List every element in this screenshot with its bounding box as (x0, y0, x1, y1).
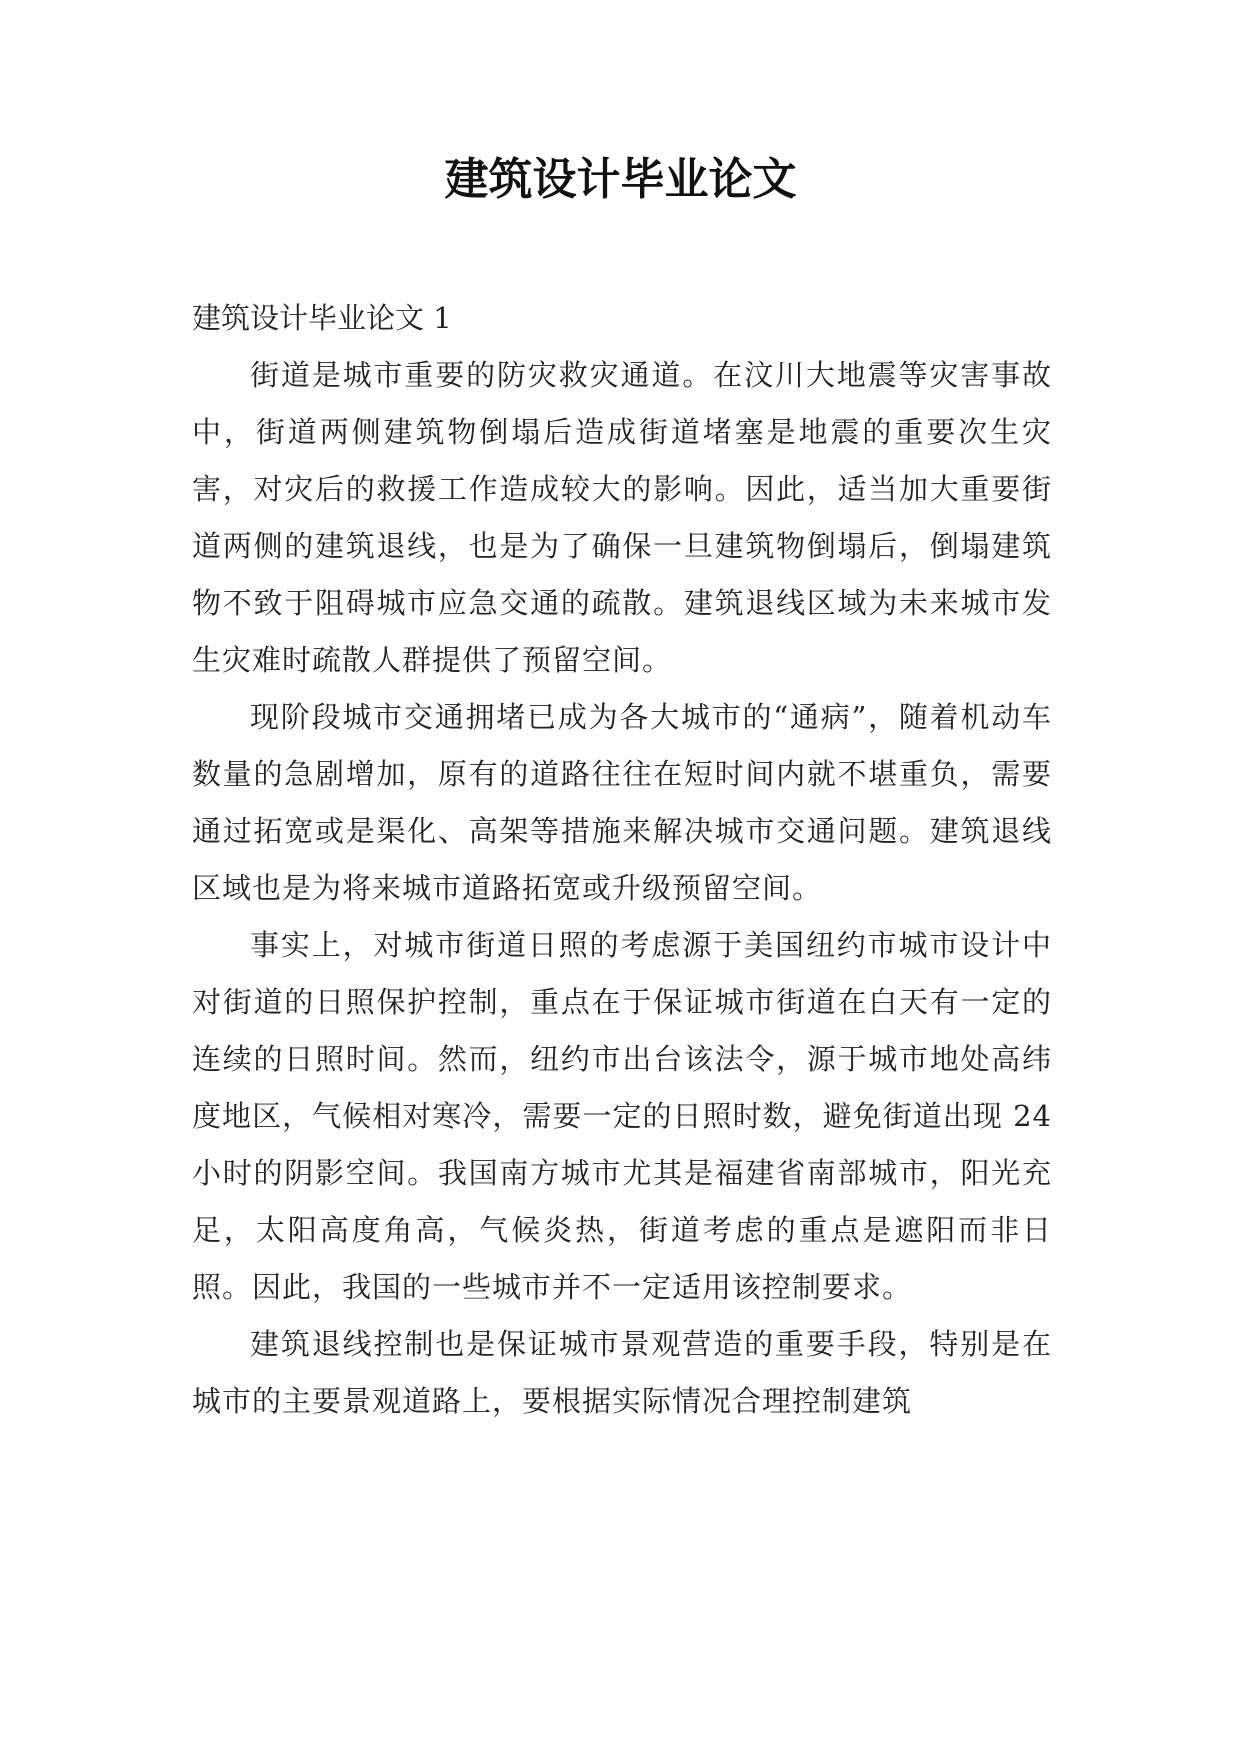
paragraph-3: 事实上，对城市街道日照的考虑源于美国纽约市城市设计中对街道的日照保护控制，重点在于保证城市街道在白天有一定的连续的日照时间。然而，纽约市出台该法令，源于城市地处高纬度地区，气候相对寒冷，需要一定的日照时数，避免街道出现 24 小时的阴影空间。我国南方城市尤其是福建省南部城市，阳光充足，太阳高度角高，气候炎热，街道考虑的重点是遮阳而非日照。因此，我国的一些城市并不一定适用该控制要求。 (192, 928, 1052, 1304)
paragraph-2: 现阶段城市交通拥堵已成为各大城市的“通病”，随着机动车数量的急剧增加，原有的道路往往在短时间内就不堪重负，需要通过拓宽或是渠化、高架等措施来解决城市交通问题。建筑退线区域也是为将来城市道路拓宽或升级预留空间。 (192, 700, 1052, 905)
paragraph-1: 街道是城市重要的防灾救灾通道。在汶川大地震等灾害事故中，街道两侧建筑物倒塌后造成街道堵塞是地震的重要次生灾害，对灾后的救援工作造成较大的影响。因此，适当加大重要街道两侧的建筑退线，也是为了确保一旦建筑物倒塌后，倒塌建筑物不致于阻碍城市应急交通的疏散。建筑退线区域为未来城市发生灾难时疏散人群提供了预留空间。 (192, 358, 1052, 677)
document-title: 建筑设计毕业论文 (444, 154, 797, 205)
paragraph-4: 建筑退线控制也是保证城市景观营造的重要手段，特别是在城市的主要景观道路上，要根据实际情况合理控制建筑 (192, 1327, 1052, 1418)
section-heading: 建筑设计毕业论文 1 (192, 301, 452, 335)
document-body (192, 290, 1052, 1430)
